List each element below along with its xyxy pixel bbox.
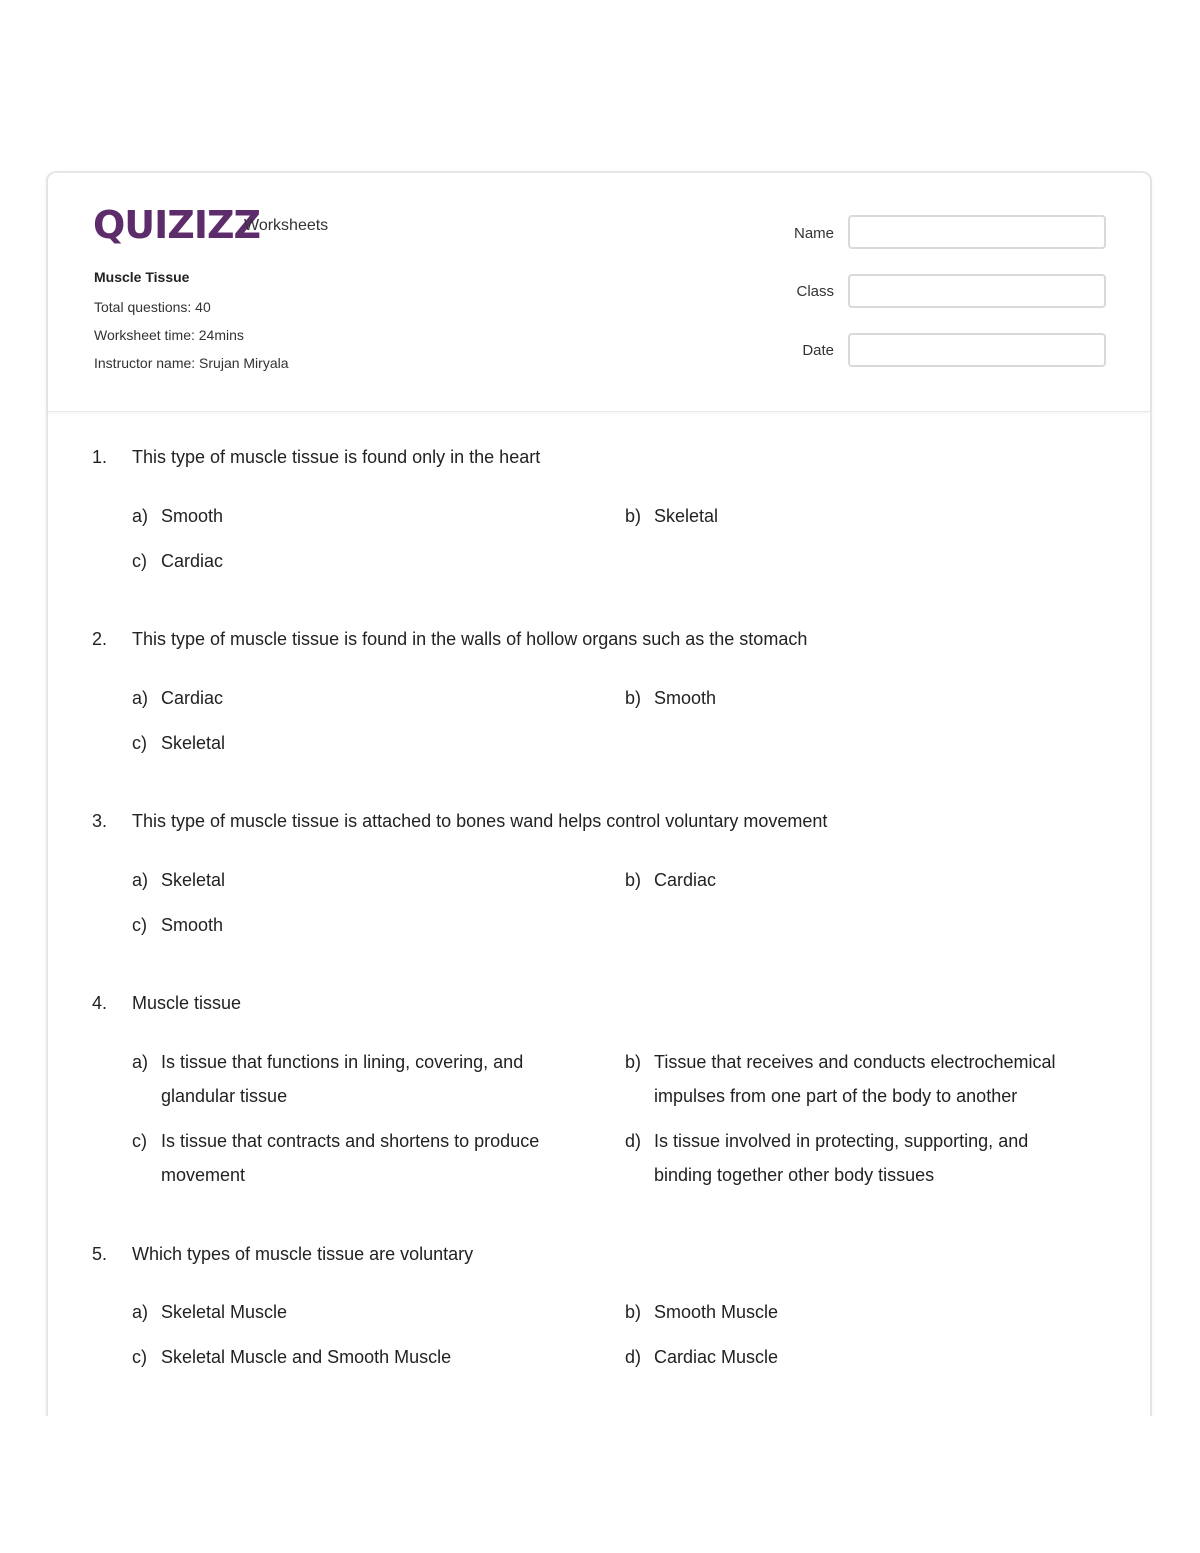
date-field[interactable]	[848, 333, 1106, 367]
question-text: This type of muscle tissue is found only in the heart	[132, 447, 541, 467]
option-letter: d)	[625, 1131, 642, 1151]
option-text: Cardiac	[654, 870, 717, 890]
option-letter: c)	[132, 733, 147, 753]
option-text: Skeletal Muscle and Smooth Muscle	[161, 1347, 452, 1367]
option-text: Skeletal	[161, 733, 226, 753]
question-text: Which types of muscle tissue are voluntary	[132, 1244, 474, 1264]
option-letter: b)	[625, 506, 642, 526]
option-letter: a)	[132, 688, 149, 708]
quizizz-logo: QUIZIZZ	[93, 203, 261, 247]
option-text: Skeletal Muscle	[161, 1302, 288, 1322]
option-letter: b)	[625, 1302, 642, 1322]
worksheet-title: Muscle Tissue	[94, 269, 190, 285]
question-text: Muscle tissue	[132, 993, 242, 1013]
worksheet-header	[48, 173, 1150, 412]
option-letter: a)	[132, 506, 149, 526]
option-letter: b)	[625, 688, 642, 708]
question-number: 5.	[92, 1244, 108, 1264]
option-letter: b)	[625, 870, 642, 890]
option-text: Is tissue involved in protecting, supporting, and binding together other body tissues	[654, 1131, 1029, 1185]
name-field[interactable]	[848, 215, 1106, 249]
option-letter: a)	[132, 1052, 149, 1072]
option-text: Smooth	[654, 688, 717, 708]
question-number: 3.	[92, 811, 108, 831]
option-letter: b)	[625, 1052, 642, 1072]
class-label: Class	[796, 283, 834, 300]
option-text: Skeletal	[654, 506, 719, 526]
option-letter: c)	[132, 551, 147, 571]
instructor-name: Instructor name: Srujan Miryala	[94, 355, 289, 371]
logo-subtitle: Worksheets	[244, 217, 329, 234]
class-field[interactable]	[848, 274, 1106, 308]
option-letter: c)	[132, 1131, 147, 1151]
option-letter: a)	[132, 870, 149, 890]
option-text: Smooth	[161, 915, 224, 935]
question-number: 4.	[92, 993, 108, 1013]
option-letter: c)	[132, 915, 147, 935]
option-text: Cardiac	[161, 551, 224, 571]
option-text: Tissue that receives and conducts electrochemical impulses from one part of the body to another	[654, 1052, 1056, 1106]
total-questions: Total questions: 40	[94, 299, 211, 315]
name-label: Name	[793, 225, 834, 242]
option-text: Smooth	[161, 506, 224, 526]
question-number: 2.	[92, 629, 108, 649]
option-text: Cardiac	[161, 688, 224, 708]
option-text: Smooth Muscle	[654, 1302, 779, 1322]
page-bottom	[40, 1416, 1160, 1476]
option-text: Is tissue that contracts and shortens to produce movement	[161, 1131, 540, 1185]
question-number: 1.	[92, 447, 108, 467]
option-letter: d)	[625, 1347, 642, 1367]
question-text: This type of muscle tissue is attached to bones wand helps control voluntary movement	[132, 811, 828, 831]
option-letter: a)	[132, 1302, 149, 1322]
option-text: Skeletal	[161, 870, 226, 890]
date-label: Date	[802, 342, 834, 359]
worksheet-time: Worksheet time: 24mins	[94, 327, 244, 343]
option-letter: c)	[132, 1347, 147, 1367]
question-text: This type of muscle tissue is found in the walls of hollow organs such as the stomach	[132, 629, 808, 649]
option-text: Cardiac Muscle	[654, 1347, 779, 1367]
option-text: Is tissue that functions in lining, covering, and glandular tissue	[161, 1052, 524, 1106]
